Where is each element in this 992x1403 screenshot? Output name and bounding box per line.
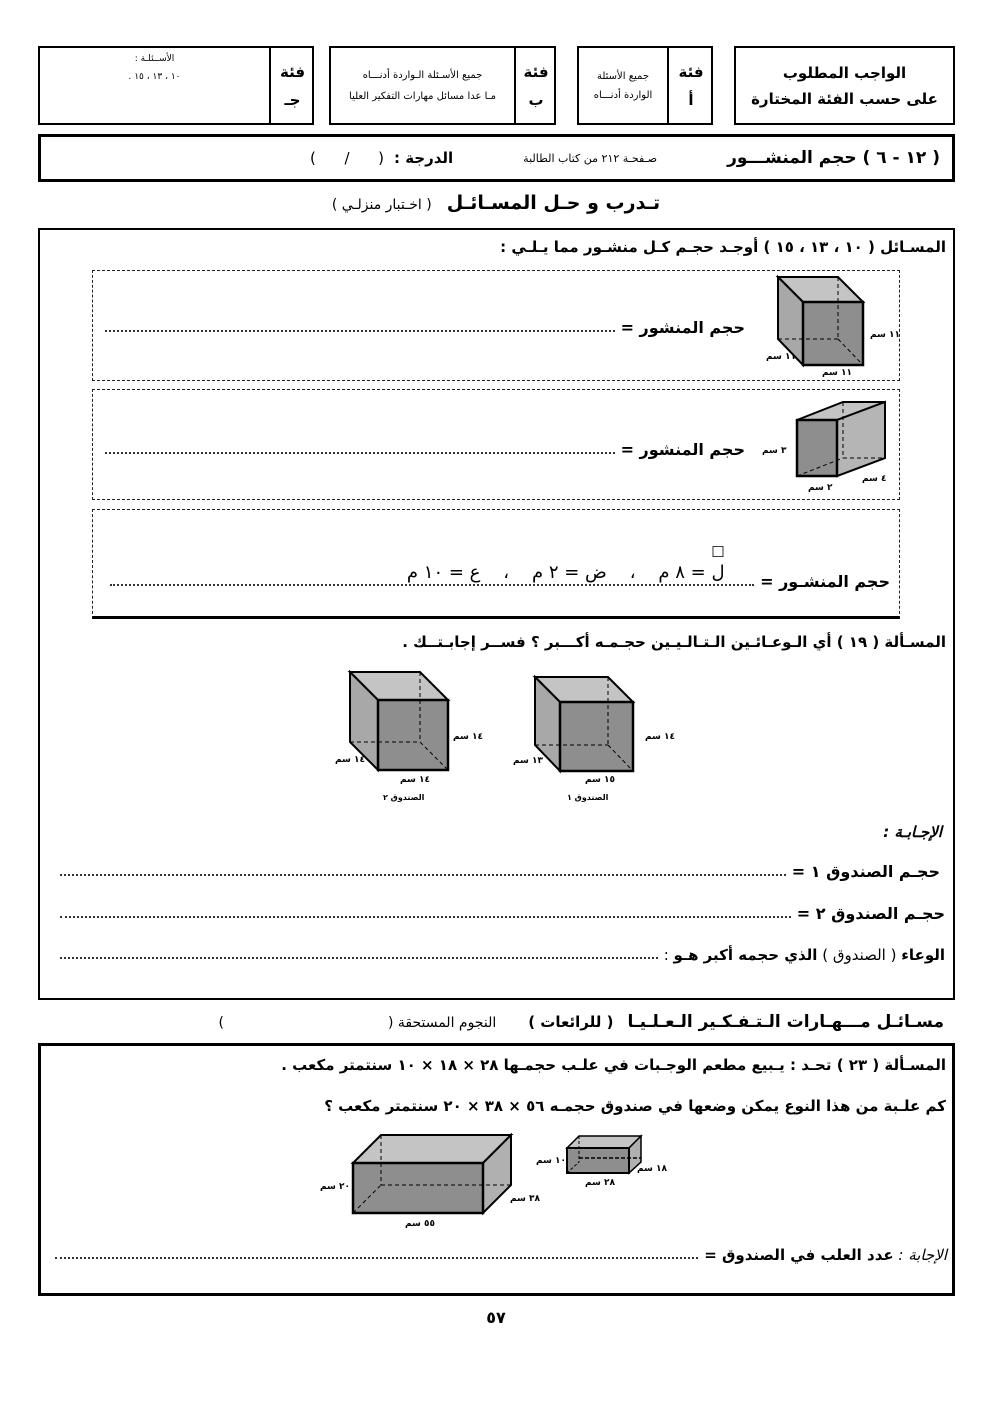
- problem-3-answer-label: حجم المنشـور =: [760, 572, 890, 591]
- dim-label: ١٤ سم: [335, 755, 366, 765]
- big-box-icon: [353, 1135, 513, 1215]
- q23-answer-label: الإجابة : عدد العلب في الصندوق =: [704, 1246, 947, 1264]
- category-a-label: فئة: [678, 62, 704, 81]
- dim-label: ١٨ سم: [637, 1164, 668, 1174]
- dim-label: ١١ سم: [822, 368, 853, 378]
- problem-2-answer-line[interactable]: [105, 440, 745, 459]
- q23-line1: المسـألة ( ٢٣ ) تحـد : يـبيع مطعم الوجـبات في علـب حجمـها ٢٨ × ١٨ × ١٠ سنتمتر مكعب .: [281, 1056, 946, 1074]
- dim-label: ١١ سم: [766, 352, 797, 362]
- box2-volume-label: حجـم الصندوق ٢ =: [796, 904, 945, 923]
- problem-1-answer-label: حجم المنشور =: [620, 318, 745, 337]
- dim-label: ٣ سم: [762, 446, 787, 456]
- problem-1-answer-line[interactable]: [105, 318, 745, 337]
- grade-label: الدرجة :: [393, 149, 454, 167]
- box-1-caption: الصندوق ١: [567, 793, 609, 802]
- dim-label: ٢٠ سم: [320, 1182, 351, 1192]
- dim-label: ١٠ سم: [536, 1156, 567, 1166]
- category-a-desc-line2: الواردة أدنـــاه: [593, 89, 653, 101]
- assignment-title-line1: الواجب المطلوب: [782, 63, 907, 82]
- larger-box-label: الوعاء ( الصندوق ) الذي حجمه أكبر هـو :: [663, 946, 945, 964]
- dim-label: ١٤ سم: [645, 732, 676, 742]
- small-box-icon: [567, 1136, 642, 1174]
- dim-label: ٣٨ سم: [510, 1194, 541, 1204]
- section1-subtitle: ( اخـتبار منزلـي ): [331, 197, 432, 213]
- stars-label: النجوم المستحقة (: [387, 1015, 497, 1031]
- box-1-cube-icon: [535, 677, 635, 773]
- section2-tag: ( للرائعات ): [528, 1013, 614, 1031]
- section2-heading: [218, 1012, 944, 1032]
- problem-2-answer-label: حجم المنشور =: [620, 440, 745, 459]
- grade-field[interactable]: ( / ): [309, 149, 384, 167]
- dim-label: ٢٨ سم: [585, 1178, 616, 1188]
- assignment-title-box: [734, 46, 955, 125]
- category-b-letter: ب: [528, 90, 544, 109]
- category-a-letter: أ: [688, 90, 694, 109]
- lesson-bar: [38, 134, 955, 182]
- checkbox-icon[interactable]: ☐: [711, 543, 725, 561]
- dim-label: ١٤ سم: [453, 732, 484, 742]
- assignment-title-line2: على حسب الفئة المختارة: [751, 89, 938, 108]
- q23-answer-line[interactable]: [55, 1246, 947, 1264]
- q23-line2: كم علـبة من هذا النوع يمكن وضعها في صندوق حجمـه ٥٦ × ٣٨ × ٢٠ سنتمتر مكعب ؟: [324, 1097, 946, 1115]
- category-c-label: فئة: [279, 62, 306, 81]
- stars-field[interactable]: ): [218, 1015, 224, 1031]
- box1-volume-line[interactable]: [60, 862, 940, 881]
- dim-label: ٢ سم: [808, 483, 833, 493]
- lesson-title: ( ١٢ - ٦ ) حجم المنشـــور: [727, 148, 940, 168]
- category-a-desc-line1: جميع الأسئلة: [596, 70, 650, 82]
- section1-title: تـدرب و حـل المسـائـل: [446, 192, 661, 214]
- problems-prompt: المسـائل ( ١٠ ، ١٣ ، ١٥ ) أوجـد حجـم كـل منشـور مما يـلـي :: [500, 238, 946, 256]
- problem-3-dimensions: ل = ٨ م ، ض = ٢ م ، ع = ١٠ م: [406, 562, 725, 583]
- category-c-box: [38, 46, 314, 125]
- category-c-desc-line1: الأســئلـة :: [134, 54, 175, 64]
- section1-heading: [0, 192, 992, 214]
- category-b-box: [329, 46, 556, 125]
- dim-label: ١٤ سم: [400, 775, 431, 785]
- dim-label: ٤ سم: [862, 474, 887, 484]
- dim-label: ١١ سم: [870, 330, 901, 340]
- box-2-caption: الصندوق ٢: [383, 793, 425, 802]
- section2-title: مسـائـل مـــهـارات الـتـفـكـير الـعـلـيـا: [627, 1012, 944, 1032]
- category-b-label: فئة: [523, 62, 549, 81]
- dim-label: ١٣ سم: [513, 756, 544, 766]
- category-b-desc-line2: مـا عدا مسائل مهارات التفكير العليا: [349, 90, 496, 102]
- box1-volume-label: حجـم الصندوق ١ =: [791, 862, 940, 881]
- q19-prompt: المسـألة ( ١٩ ) أي الـوعـائـين الـتـالـيـين حجـمـه أكـــبر ؟ فســر إجابـتــك .: [402, 633, 946, 651]
- larger-box-line[interactable]: [60, 946, 945, 964]
- problem-3-answer-line[interactable]: [110, 572, 890, 591]
- category-b-desc-line1: جميع الأسـئلة الـواردة أدنـــاه: [362, 69, 483, 81]
- rect-prism-3-2-4-icon: [797, 402, 887, 482]
- answer-heading: الإجـابـة :: [883, 823, 942, 841]
- category-a-box: [577, 46, 713, 125]
- dim-label: ٥٥ سم: [405, 1219, 436, 1229]
- page-reference: صـفحـة ٢١٢ من كتاب الطالبة: [523, 151, 658, 165]
- dim-label: ١٥ سم: [585, 775, 616, 785]
- box2-volume-line[interactable]: [60, 904, 945, 923]
- category-c-letter: جـ: [284, 90, 301, 109]
- page-number: ٥٧: [486, 1308, 506, 1327]
- category-c-desc-line2: ١٠ ، ١٣ ، ١٥ .: [128, 72, 181, 82]
